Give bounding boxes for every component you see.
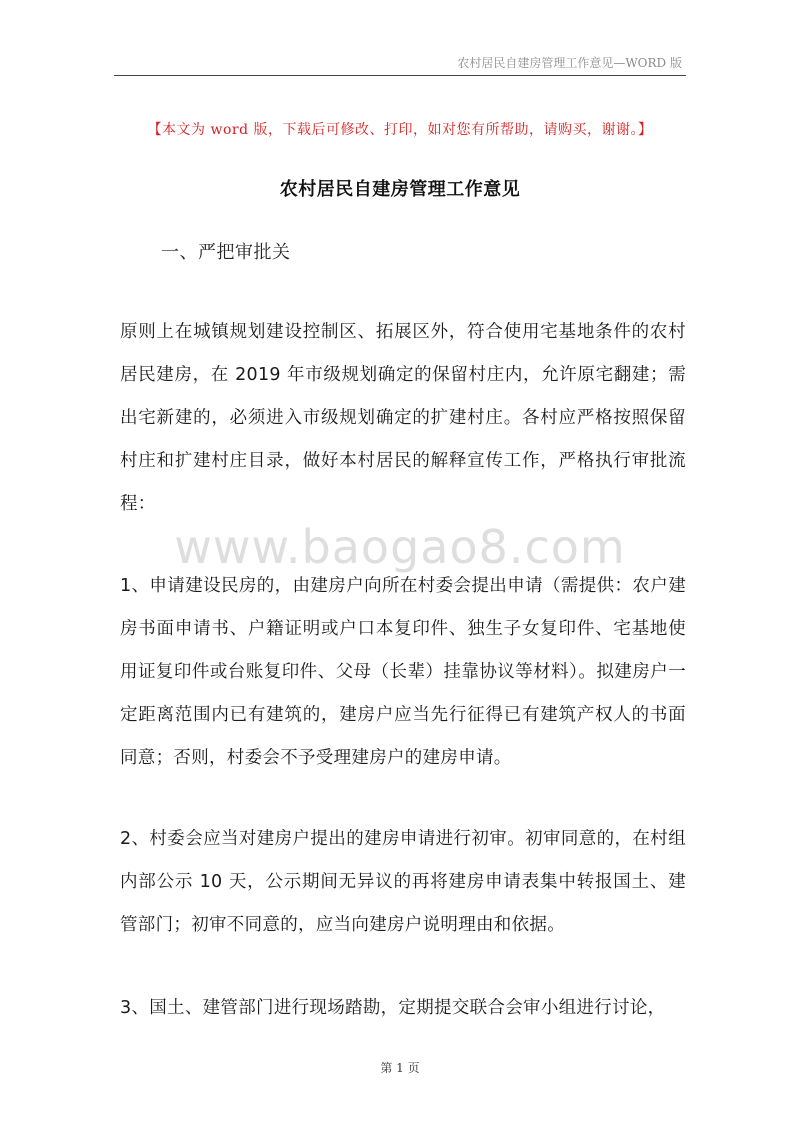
paragraph-step-1: 1、申请建设民房的，由建房户向所在村委会提出申请（需提供：农户建房书面申请书、户籍证明或户口本复印件、独生子女复印件、宅基地使用证复印件或台账复印件、父母（长辈）挂靠协议等材料）。拟建房户一定距离范围内已有建筑的，建房户应当先行征得已有建筑产权人的书面同意；否则，村委会不予受理建房户的建房申请。 [120, 576, 686, 768]
paragraph-step-3: 3、国土、建管部门进行现场踏勘，定期提交联合会审小组进行讨论， [120, 998, 666, 1018]
section-heading: 一、严把审批关 [161, 242, 291, 263]
paragraph-principle: 原则上在城镇规划建设控制区、拓展区外，符合使用宅基地条件的农村居民建房，在 2019 年市级规划确定的保留村庄内，允许原宅翻建；需出宅新建的，必须进入市级规划确定的扩建村庄。各村应严格按照保留村庄和扩建村庄目录，做好本村居民的解释宣传工作，严格执行审批流程： [120, 322, 686, 514]
header-divider [114, 75, 686, 76]
document-title: 农村居民自建房管理工作意见 [279, 179, 521, 200]
page-number: 第 1 页 [380, 1061, 420, 1075]
running-header: 农村居民自建房管理工作意见—WORD 版 [457, 56, 682, 70]
paragraph-step-2: 2、村委会应当对建房户提出的建房申请进行初审。初审同意的，在村组内部公示 10 天，公示期间无异议的再将建房申请表集中转报国土、建管部门；初审不同意的，应当向建房户说明理由和依据。 [120, 829, 686, 935]
download-notice: 【本文为 word 版，下载后可修改、打印，如对您有所帮助，请购买，谢谢。】 [147, 122, 653, 138]
watermark: www.baogao8.com [174, 520, 626, 574]
